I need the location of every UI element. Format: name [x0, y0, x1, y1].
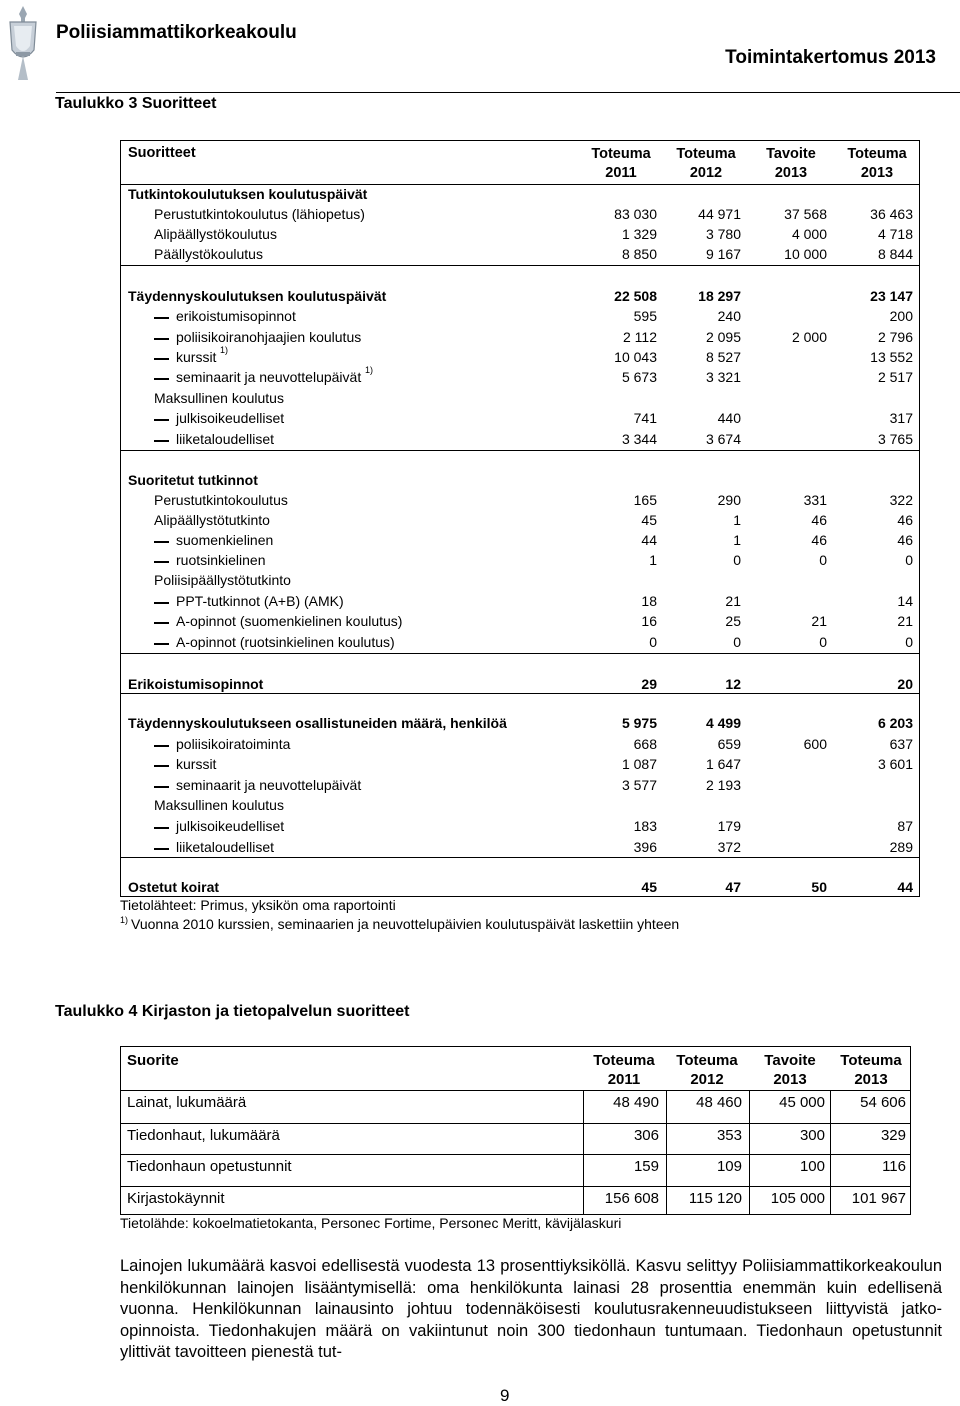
- cell-value: 20: [897, 676, 913, 692]
- cell-value: 45: [641, 512, 657, 528]
- cell-value: 329: [880, 1127, 906, 1144]
- table-row: [121, 327, 919, 347]
- cell-value: 47: [725, 879, 741, 895]
- cell-value: 45 000: [779, 1094, 825, 1111]
- cell-value: 21: [811, 613, 827, 629]
- cell-value: 668: [633, 736, 657, 752]
- row-label: liiketaloudelliset: [176, 839, 275, 855]
- dash-bullet: [154, 765, 169, 767]
- group-separator: [121, 450, 919, 451]
- row-label: Tiedonhaut, lukumäärä: [127, 1127, 280, 1144]
- row-label: PPT-tutkinnot (A+B) (AMK): [176, 593, 344, 609]
- cell-value: 8 844: [877, 246, 913, 262]
- performance-table: [120, 140, 920, 897]
- row-label: suomenkielinen: [176, 532, 274, 548]
- row-label: julkisoikeudelliset: [176, 818, 285, 834]
- cell-value: 240: [717, 308, 741, 324]
- table-row: [121, 244, 919, 264]
- cell-value: 0: [905, 634, 913, 650]
- table-row: [121, 713, 919, 733]
- cell-value: 595: [633, 308, 657, 324]
- dash-bullet: [154, 827, 169, 829]
- table3-caption: Taulukko 3 Suoritteet: [55, 95, 217, 112]
- row-label: Perustutkintokoulutus (lähiopetus): [154, 206, 365, 222]
- cell-value: 396: [633, 839, 657, 855]
- table-row: [121, 510, 919, 530]
- row-label: Suoritetut tutkinnot: [128, 472, 258, 488]
- cell-value: 2 796: [877, 329, 913, 345]
- row-label: Kirjastokäynnit: [127, 1190, 225, 1207]
- row-label: Tutkintokoulutuksen koulutuspäivät: [128, 186, 368, 202]
- cell-value: 637: [889, 736, 913, 752]
- cell-value: 109: [716, 1158, 742, 1175]
- footnote-ref: 1): [220, 345, 229, 355]
- row-label: seminaarit ja neuvottelupäivät: [176, 777, 362, 793]
- cell-value: 12: [725, 676, 741, 692]
- table-row: [121, 204, 919, 224]
- cell-value: 2 095: [705, 329, 741, 345]
- cell-value: 1: [733, 532, 741, 548]
- cell-value: 600: [803, 736, 827, 752]
- dash-bullet: [154, 602, 169, 604]
- footnote-mark: 1): [120, 915, 129, 925]
- cell-value: 0: [733, 634, 741, 650]
- table-row: [121, 550, 919, 570]
- table-row: [121, 286, 919, 306]
- cell-value: 2 193: [705, 777, 741, 793]
- row-label: liiketaloudelliset: [176, 431, 275, 447]
- cell-value: 46: [811, 512, 827, 528]
- cell-value: 3 321: [705, 369, 741, 385]
- row-label: Täydennyskoulutuksen koulutuspäivät: [128, 288, 387, 304]
- body-paragraph: Lainojen lukumäärä kasvoi edellisestä vuodesta 13 prosenttiyksiköllä. Kasvu selittyy Poliisiammattikorkeakoulun henkilökunnan lainojen lisääntymisellä: oma henkilökunta lainasi 28 prosenttia enemmän kuin edellisenä vuonna. Henkilökunnan lainausinto johtuu todennäköisesti koulutusrakenneuudistukseen liittyvistä jatko-opinnoista. Tiedonhakujen määrä on vakiintunut noin 300 tiedonhaun tuntumaan. Tiedonhaun opetustunnit ylittivät tavoitteen pienestä tut-: [120, 1257, 942, 1361]
- cell-value: 101 967: [851, 1190, 906, 1207]
- cell-value: 5 673: [621, 369, 657, 385]
- table-row: [121, 408, 919, 428]
- cell-value: 353: [716, 1127, 742, 1144]
- cell-value: 8 527: [705, 349, 741, 365]
- table3-source: Tietolähteet: Primus, yksikön oma raportointi: [120, 897, 396, 913]
- police-emblem-logo: [4, 4, 42, 82]
- cell-value: 37 568: [784, 206, 827, 222]
- cell-value: 9 167: [705, 246, 741, 262]
- row-label: Päällystökoulutus: [154, 246, 263, 262]
- row-label: seminaarit ja neuvottelupäivät: [176, 369, 362, 385]
- dash-bullet: [154, 622, 169, 624]
- cell-value: 13 552: [870, 349, 913, 365]
- table-row: [121, 1091, 910, 1123]
- cell-value: 3 765: [877, 431, 913, 447]
- cell-value: 87: [897, 818, 913, 834]
- report-title: Toimintakertomus 2013: [725, 47, 936, 68]
- cell-value: 3 601: [877, 756, 913, 772]
- table4-source: Tietolähde: kokoelmatietokanta, Personec Fortime, Personec Meritt, kävijälaskuri: [120, 1215, 622, 1231]
- cell-value: 1: [733, 512, 741, 528]
- cell-value: 3 674: [705, 431, 741, 447]
- group-separator: [121, 693, 919, 694]
- cell-value: 54 606: [860, 1094, 906, 1111]
- cell-value: 14: [897, 593, 913, 609]
- table4-col-header: Tavoite 2013: [764, 1052, 816, 1088]
- cell-value: 322: [889, 492, 913, 508]
- cell-value: 18 297: [698, 288, 741, 304]
- table-row: [121, 1154, 910, 1187]
- cell-value: 29: [641, 676, 657, 692]
- cell-value: 0: [733, 552, 741, 568]
- cell-value: 1 087: [621, 756, 657, 772]
- row-label: Lainat, lukumäärä: [127, 1094, 247, 1111]
- cell-value: 4 718: [877, 226, 913, 242]
- table4-col-header: Toteuma 2013: [840, 1052, 902, 1088]
- table-row: [121, 1123, 910, 1156]
- table-row: [121, 775, 919, 795]
- cell-value: 4 499: [705, 715, 741, 731]
- cell-value: 741: [633, 410, 657, 426]
- table-row: [121, 632, 919, 652]
- cell-value: 46: [897, 532, 913, 548]
- dash-bullet: [154, 338, 169, 340]
- row-label: julkisoikeudelliset: [176, 410, 285, 426]
- table4-corner-label: Suorite: [127, 1052, 179, 1069]
- cell-value: 165: [633, 492, 657, 508]
- cell-value: 18: [641, 593, 657, 609]
- cell-value: 289: [889, 839, 913, 855]
- cell-value: 0: [649, 634, 657, 650]
- table3-col-header: Toteuma 2013: [847, 146, 907, 181]
- table-row: [121, 837, 919, 857]
- cell-value: 306: [633, 1127, 659, 1144]
- cell-value: 48 490: [613, 1094, 659, 1111]
- cell-value: 1 647: [705, 756, 741, 772]
- cell-value: 2 112: [623, 329, 657, 345]
- table3-col-header: Toteuma 2011: [591, 146, 651, 181]
- table-row: [121, 877, 919, 897]
- dash-bullet: [154, 541, 169, 543]
- table3-col-header: Toteuma 2012: [676, 146, 736, 181]
- cell-value: 440: [717, 410, 741, 426]
- table-row: [121, 490, 919, 510]
- table-row: [121, 429, 919, 449]
- row-label: poliisikoiranohjaajien koulutus: [176, 329, 362, 345]
- row-label: Täydennyskoulutukseen osallistuneiden määrä, henkilöä: [128, 715, 507, 731]
- cell-value: 1 329: [621, 226, 657, 242]
- cell-value: 115 120: [688, 1190, 742, 1207]
- library-table: [120, 1046, 911, 1215]
- row-label: A-opinnot (suomenkielinen koulutus): [176, 613, 403, 629]
- dash-bullet: [154, 848, 169, 850]
- cell-value: 21: [725, 593, 741, 609]
- cell-value: 44 971: [698, 206, 741, 222]
- cell-value: 116: [882, 1158, 906, 1175]
- row-label: Ostetut koirat: [128, 879, 220, 895]
- table-row: [121, 570, 919, 590]
- row-label: Poliisipäällystötutkinto: [154, 572, 291, 588]
- row-label: ruotsinkielinen: [176, 552, 266, 568]
- table4-col-header: Toteuma 2012: [676, 1052, 738, 1088]
- footnote-ref: 1): [365, 365, 374, 375]
- table4-col-header: Toteuma 2011: [593, 1052, 655, 1088]
- cell-value: 159: [633, 1158, 659, 1175]
- cell-value: 331: [803, 492, 827, 508]
- cell-value: 10 000: [784, 246, 827, 262]
- page-number: 9: [500, 1386, 510, 1405]
- cell-value: 3 780: [705, 226, 741, 242]
- cell-value: 36 463: [870, 206, 913, 222]
- cell-value: 83 030: [614, 206, 657, 222]
- cell-value: 659: [717, 736, 741, 752]
- group-separator: [121, 857, 919, 858]
- row-label: erikoistumisopinnot: [176, 308, 296, 324]
- cell-value: 46: [811, 532, 827, 548]
- table4-header: [121, 1047, 910, 1091]
- cell-value: 21: [897, 613, 913, 629]
- header-rule: [56, 92, 960, 93]
- cell-value: 200: [889, 308, 913, 324]
- cell-value: 300: [799, 1127, 825, 1144]
- table-row: [121, 611, 919, 631]
- cell-value: 100: [799, 1158, 825, 1175]
- table-row: [121, 347, 919, 367]
- cell-value: 0: [905, 552, 913, 568]
- dash-bullet: [154, 419, 169, 421]
- footnote-text: Vuonna 2010 kurssien, seminaarien ja neuvottelupäivien koulutuspäivät laskettiin yhteen: [131, 916, 680, 932]
- cell-value: 105 000: [770, 1190, 825, 1207]
- table3-corner-label: Suoritteet: [128, 145, 196, 161]
- row-label: Maksullinen koulutus: [154, 390, 284, 406]
- row-label: Maksullinen koulutus: [154, 797, 284, 813]
- row-label: Tiedonhaun opetustunnit: [127, 1158, 292, 1175]
- dash-bullet: [154, 643, 169, 645]
- cell-value: 372: [717, 839, 741, 855]
- cell-value: 3 577: [621, 777, 657, 793]
- dash-bullet: [154, 378, 169, 380]
- row-label: Erikoistumisopinnot: [128, 676, 264, 692]
- cell-value: 156 608: [604, 1190, 659, 1207]
- table-row: [121, 306, 919, 326]
- cell-value: 179: [717, 818, 741, 834]
- row-label: A-opinnot (ruotsinkielinen koulutus): [176, 634, 395, 650]
- cell-value: 23 147: [870, 288, 913, 304]
- table3-footnote: [120, 915, 679, 932]
- table-row: [121, 795, 919, 815]
- cell-value: 1: [649, 552, 657, 568]
- table-row: [121, 674, 919, 694]
- table4-caption: Taulukko 4 Kirjaston ja tietopalvelun suoritteet: [55, 1003, 410, 1020]
- table3-header: [121, 141, 919, 185]
- dash-bullet: [154, 358, 169, 360]
- cell-value: 8 850: [621, 246, 657, 262]
- cell-value: 0: [819, 552, 827, 568]
- cell-value: 44: [641, 532, 657, 548]
- row-label: kurssit: [176, 756, 217, 772]
- row-label: Alipäällystökoulutus: [154, 226, 277, 242]
- cell-value: 0: [819, 634, 827, 650]
- dash-bullet: [154, 745, 169, 747]
- cell-value: 50: [811, 879, 827, 895]
- dash-bullet: [154, 317, 169, 319]
- table-row: [121, 470, 919, 490]
- table-row: [121, 367, 919, 387]
- row-label: Alipäällystötutkinto: [154, 512, 270, 528]
- dash-bullet: [154, 561, 169, 563]
- cell-value: 16: [641, 613, 657, 629]
- cell-value: 45: [641, 879, 657, 895]
- table-row: [121, 591, 919, 611]
- cell-value: 22 508: [614, 288, 657, 304]
- cell-value: 4 000: [791, 226, 827, 242]
- cell-value: 6 203: [877, 715, 913, 731]
- cell-value: 2 517: [877, 369, 913, 385]
- cell-value: 25: [725, 613, 741, 629]
- cell-value: 5 975: [621, 715, 657, 731]
- row-label: Perustutkintokoulutus: [154, 492, 288, 508]
- group-separator: [121, 265, 919, 266]
- cell-value: 10 043: [614, 349, 657, 365]
- table-row: [121, 754, 919, 774]
- dash-bullet: [154, 786, 169, 788]
- dash-bullet: [154, 440, 169, 442]
- cell-value: 3 344: [621, 431, 657, 447]
- cell-value: 2 000: [791, 329, 827, 345]
- row-label: kurssit: [176, 349, 217, 365]
- organization-name: Poliisiammattikorkeakoulu: [56, 22, 297, 43]
- cell-value: 46: [897, 512, 913, 528]
- group-separator: [121, 653, 919, 654]
- cell-value: 48 460: [696, 1094, 742, 1111]
- table-row: [121, 224, 919, 244]
- table-row: [121, 184, 919, 204]
- table-row: [121, 816, 919, 836]
- table3-col-header: Tavoite 2013: [766, 146, 816, 181]
- table-row: [121, 530, 919, 550]
- cell-value: 183: [633, 818, 657, 834]
- table-row: [121, 388, 919, 408]
- row-label: poliisikoiratoiminta: [176, 736, 291, 752]
- cell-value: 317: [889, 410, 913, 426]
- cell-value: 290: [717, 492, 741, 508]
- table-row: [121, 734, 919, 754]
- cell-value: 44: [897, 879, 913, 895]
